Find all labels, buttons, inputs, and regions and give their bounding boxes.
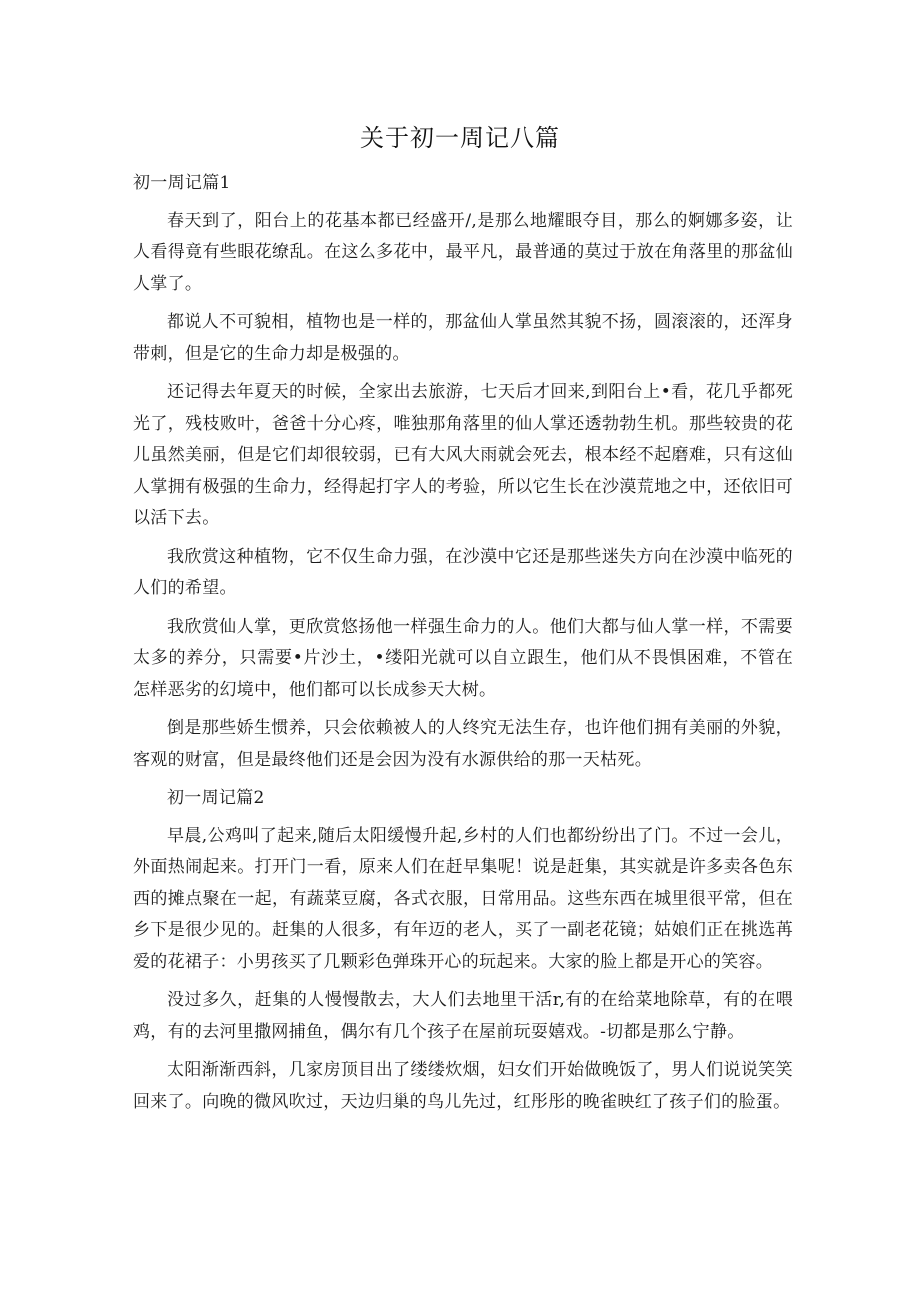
document-body <box>133 168 793 1125</box>
paragraph: 都说人不可貌相，植物也是一样的，那盆仙人掌虽然其貌不扬，圆滚滚的，还浑身带刺，但是它的生命力却是极强的。 <box>133 312 793 364</box>
document-title: 关于初一周记八篇 <box>360 124 560 152</box>
paragraph: 春天到了，阳台上的花基本都已经盛开/,是那么地耀眼夺目，那么的婀娜多姿，让人看得竟有些眼花缭乱。在这么多花中，最平凡，最普通的莫过于放在角落里的那盆仙人掌了。 <box>133 210 793 294</box>
paragraph: 还记得去年夏天的时候，全家出去旅游，七天后才回来,到阳台上•看，花几乎都死光了，残枝败叶，爸爸十分心疼，唯独那角落里的仙人掌还透勃勃生机。那些较贵的花儿虽然美丽，但是它们却很较弱，已有大风大雨就会死去，根本经不起磨难，只有这仙人掌拥有极强的生命力，经得起打字人的考验，所以它生长在沙漠荒地之中，还依旧可以活下去。 <box>133 382 793 528</box>
paragraph: 倒是那些娇生惯养，只会依赖被人的人终究无法生存，也许他们拥有美丽的外貌，客观的财富，但是最终他们还是会因为没有水源供给的那一天枯死。 <box>133 718 793 770</box>
section-heading: 初一周记篇2 <box>167 788 265 808</box>
section-heading: 初一周记篇1 <box>133 173 231 193</box>
paragraph: 早晨,公鸡叫了起来,随后太阳缓慢升起,乡村的人们也都纷纷出了门。不过一会儿，外面热闹起来。打开门一看，原来人们在赶早集呢！说是赶集，其实就是许多卖各色东西的摊点聚在一起，有蔬菜豆腐，各式衣服，日常用品。这些东西在城里很平常，但在乡下是很少见的。赶集的人很多，有年迈的老人，买了一副老花镜；姑娘们正在挑选苒爱的花裙子：小男孩买了几颗彩色弹珠开心的玩起来。大家的脸上都是开心的笑容。 <box>133 825 793 972</box>
paragraph: 太阳渐渐西斜，几家房顶目出了缕缕炊烟，妇女们开始做晚饭了，男人们说说笑笑回来了。向晚的微风吹过，天边归巢的鸟儿先过，红彤彤的晚雀映红了孩子们的脸蛋。 <box>133 1060 793 1112</box>
paragraph: 没过多久，赶集的人慢慢散去，大人们去地里干活r,有的在给菜地除草，有的在喂鸡，有的去河里撒网捕鱼，偶尔有几个孩子在屋前玩耍嬉戏。-切都是那么宁静。 <box>133 990 793 1042</box>
paragraph: 我欣赏这种植物，它不仅生命力强，在沙漠中它还是那些迷失方向在沙漠中临死的人们的希望。 <box>133 546 793 598</box>
paragraph: 我欣赏仙人掌，更欣赏悠扬他一样强生命力的人。他们大都与仙人掌一样，不需要太多的养分，只需要•片沙土，•缕阳光就可以自立跟生，他们从不畏惧困难，不管在怎样恶劣的幻境中，他们都可以长成参天大树。 <box>133 616 793 700</box>
